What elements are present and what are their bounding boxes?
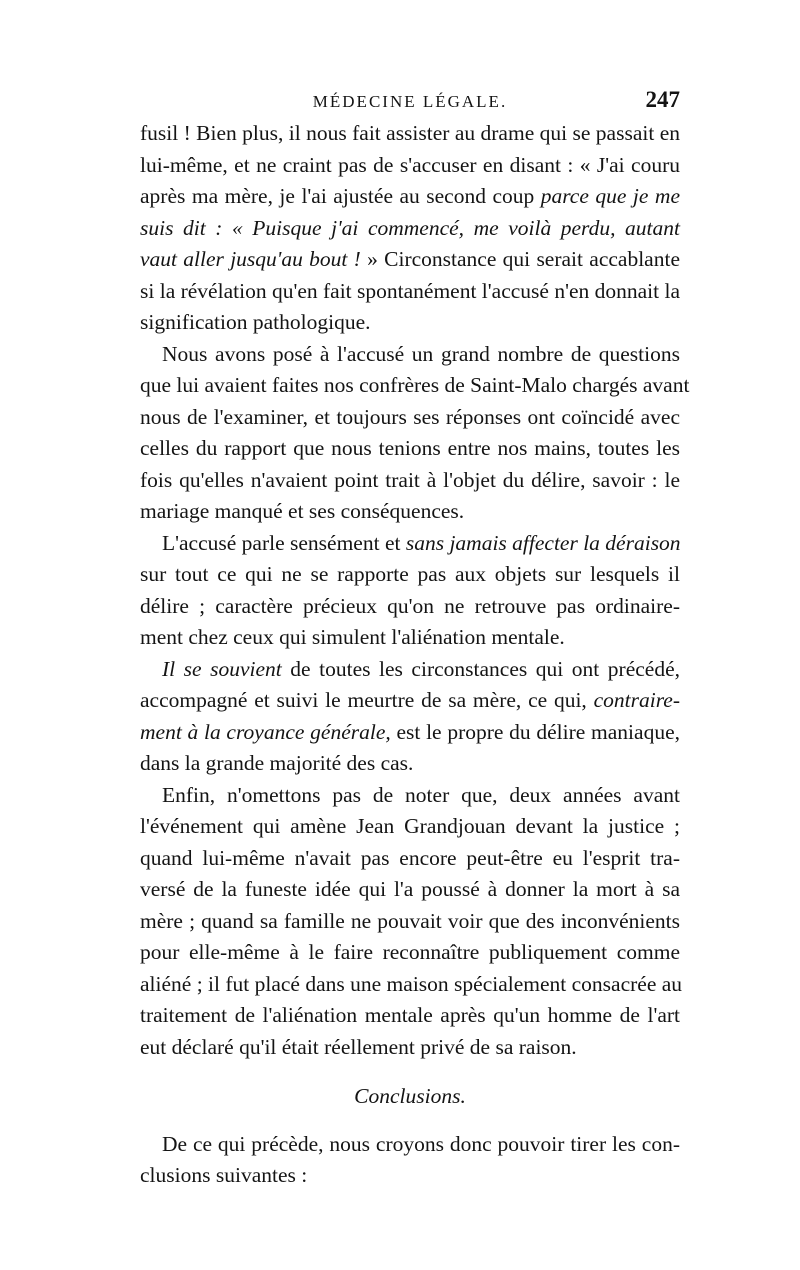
page-header: [140, 87, 680, 120]
paragraph: [140, 528, 680, 654]
text-segment: est le propre du délire maniaque,: [390, 719, 680, 744]
text-segment: celles du rapport que nous tenions entre nos mains, toutes les: [140, 436, 680, 460]
text-line: [140, 276, 680, 308]
text-line: [140, 811, 680, 843]
text-line: [140, 150, 680, 182]
text-line: [140, 591, 680, 623]
text-line: [140, 937, 680, 969]
text-segment: que lui avaient faites nos confrères de Saint-Malo chargés avant: [140, 373, 690, 397]
text-line: [140, 843, 680, 875]
text-segment: l'événement qui amène Jean Grandjouan devant la justice ;: [140, 814, 680, 838]
text-line: [140, 339, 680, 371]
italic-text-segment: sans jamais affecter la déraison: [405, 530, 681, 555]
text-segment: après ma mère, je l'ai ajustée au second coup: [140, 184, 541, 208]
body-text: [140, 118, 690, 1192]
text-segment: accompagné et suivi le meurtre de sa mère, ce qui,: [140, 688, 594, 712]
text-segment: eut déclaré qu'il était réellement privé de sa raison.: [140, 1034, 577, 1059]
text-line: [140, 780, 680, 812]
italic-text-segment: suis dit : « Puisque j'ai commencé, me voilà perdu, autant: [140, 215, 680, 240]
text-segment: de toutes les circonstances qui ont précédé,: [281, 656, 680, 681]
text-line: [140, 181, 680, 213]
text-line: [140, 118, 680, 150]
section-heading: Conclusions.: [354, 1084, 466, 1108]
paragraph: [140, 780, 683, 1064]
text-segment: traitement de l'aliénation mentale après qu'un homme de l'art: [140, 1003, 680, 1027]
paragraph: [140, 118, 680, 339]
text-segment: pour elle-même à le faire reconnaître publiquement comme: [140, 940, 680, 964]
closing-paragraph: [140, 1129, 680, 1192]
italic-text-segment: vaut aller jusqu'au bout !: [140, 247, 361, 271]
paragraph: [140, 339, 690, 528]
text-line: [140, 874, 680, 906]
text-line: [140, 1000, 680, 1032]
text-segment: mère ; quand sa famille ne pouvait voir que des inconvénients: [140, 908, 680, 933]
text-line: [140, 559, 680, 591]
italic-text-segment: contraire-: [593, 688, 680, 712]
text-line: [140, 1160, 680, 1192]
text-segment: fois qu'elles n'avaient point trait à l'objet du délire, savoir : le: [140, 467, 680, 492]
running-title: MÉDECINE LÉGALE.: [312, 92, 508, 111]
text-line: [140, 717, 680, 749]
text-segment: versé de la funeste idée qui l'a poussé à donner la mort à sa: [140, 877, 680, 901]
paragraph: [140, 1129, 680, 1192]
text-line: [140, 969, 683, 1001]
text-line: [140, 496, 680, 528]
text-line: [140, 654, 680, 686]
page-number: 247: [645, 87, 680, 112]
text-line: [140, 307, 680, 339]
text-line: [140, 528, 680, 560]
text-line: [140, 622, 680, 654]
text-line: [140, 213, 680, 245]
text-line: [140, 906, 680, 938]
text-line: [140, 370, 690, 402]
text-segment: si la révélation qu'en fait spontanément l'accusé n'en donnait la: [140, 278, 680, 303]
text-segment: L'accusé parle sensément et: [162, 530, 406, 555]
text-segment: Enfin, n'omettons pas de noter que, deux années avant: [162, 782, 680, 807]
text-line: [140, 402, 680, 434]
text-segment: délire ; caractère précieux qu'on ne retrouve pas ordinaire-: [140, 593, 680, 618]
text-segment: Nous avons posé à l'accusé un grand nombre de questions: [162, 341, 680, 366]
paragraphs: [140, 118, 690, 1063]
text-segment: ment chez ceux qui simulent l'aliénation mentale.: [140, 625, 565, 649]
text-line: [140, 465, 680, 497]
text-segment: signification pathologique.: [140, 310, 371, 334]
text-segment: nous de l'examiner, et toujours ses réponses ont coïncidé avec: [140, 404, 680, 429]
italic-text-segment: ment à la croyance générale,: [140, 719, 391, 744]
text-segment: lui-même, et ne craint pas de s'accuser en disant : « J'ai couru: [140, 152, 680, 177]
text-line: [140, 433, 680, 465]
text-line: [140, 685, 680, 717]
text-segment: fusil ! Bien plus, il nous fait assister au drame qui se passait en: [140, 121, 680, 145]
text-segment: quand lui-même n'avait pas encore peut-être eu l'esprit tra-: [140, 845, 680, 870]
text-line: [140, 1129, 680, 1161]
text-segment: » Circonstance qui serait accablante: [360, 247, 680, 271]
italic-text-segment: parce que je me: [540, 184, 680, 208]
text-segment: clusions suivantes :: [140, 1163, 308, 1187]
text-segment: sur tout ce qui ne se rapporte pas aux objets sur lesquels il: [140, 562, 680, 586]
text-segment: De ce qui précède, nous croyons donc pouvoir tirer les con-: [162, 1131, 680, 1156]
italic-text-segment: Il se souvient: [162, 656, 282, 681]
text-line: [140, 244, 680, 276]
paragraph: [140, 654, 680, 780]
text-segment: dans la grande majorité des cas.: [140, 751, 414, 775]
text-line: [140, 1032, 680, 1064]
text-line: [140, 748, 680, 780]
text-segment: mariage manqué et ses conséquences.: [140, 499, 465, 523]
text-segment: aliéné ; il fut placé dans une maison spécialement consacrée au: [140, 971, 683, 996]
